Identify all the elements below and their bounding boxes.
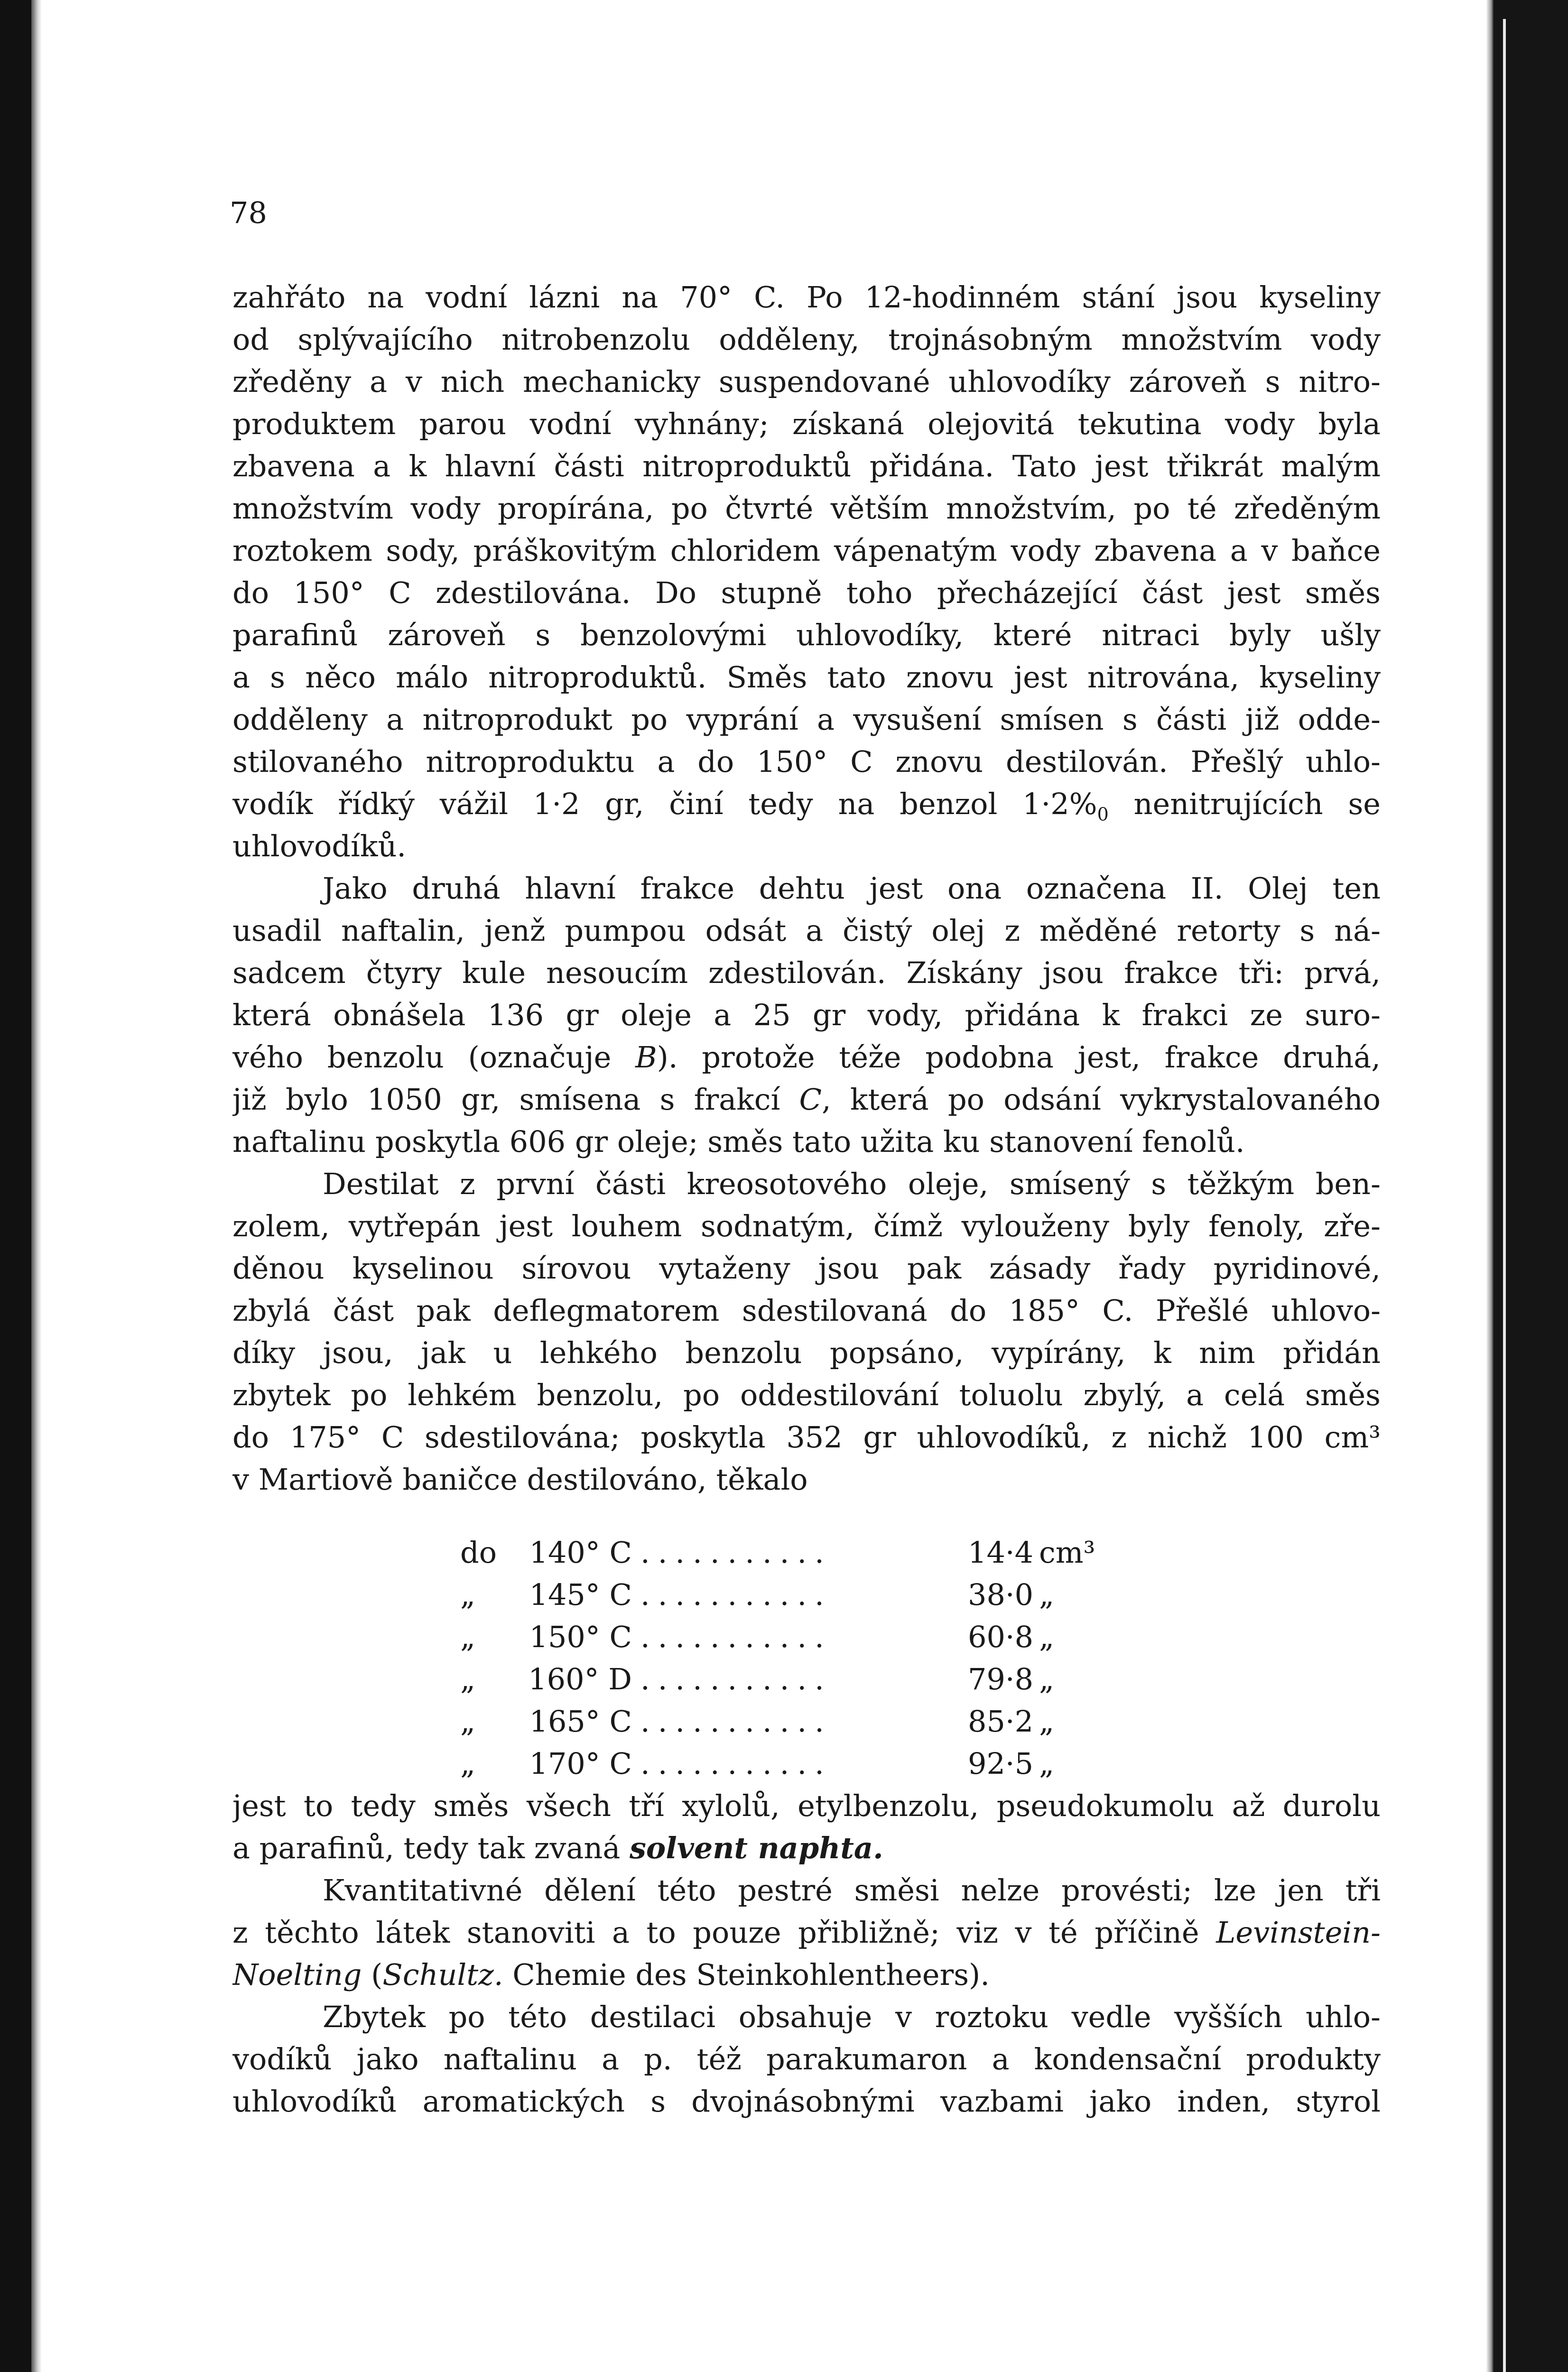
line-text: a parafinů, tedy tak zvaná [232, 1831, 621, 1865]
row-temperature: 150° C [529, 1620, 632, 1654]
row-value: 38·0 [968, 1577, 1034, 1612]
paragraph-line [232, 1036, 1381, 1078]
paragraph-line: zolem, vytřepán jest louhem sodnatým, čímž vylouženy byly fenoly, zře- [232, 1209, 1381, 1243]
row-value: 60·8 [968, 1620, 1034, 1654]
row-value: 79·8 [968, 1662, 1034, 1696]
row-unit: „ [1039, 1620, 1055, 1654]
row-leader-dots: ........... [640, 1662, 832, 1696]
paragraph-line: stilovaného nitroproduktu a do 150° C znovu destilován. Přešlý uhlo- [232, 744, 1381, 779]
paragraph-line: v Martiově baničce destilováno, těkalo [232, 1462, 808, 1497]
paragraph-line: Zbytek po této destilaci obsahuje v roztoku vedle vyšších uhlo- [323, 2000, 1381, 2034]
paragraph-line [232, 1827, 1381, 1869]
table-row [460, 1742, 1172, 1785]
paragraph-line: uhlovodíků aromatických s dvojnásobnými vazbami jako inden, styrol [232, 2084, 1381, 2119]
paragraph-line: uhlovodíků. [232, 829, 407, 863]
italic-author: Levinstein- [1216, 1915, 1381, 1950]
paragraph-line: do 150° C zdestilována. Do stupně toho přecházející část jest směs [232, 575, 1381, 610]
binding-gradient-left [31, 0, 42, 2372]
line-text: již bylo 1050 gr, smísena s frakcí [232, 1082, 780, 1117]
row-leader-dots: ........... [640, 1535, 832, 1570]
paragraph-line: děnou kyselinou sírovou vytaženy jsou pak zásady řady pyridinové, [232, 1251, 1381, 1286]
row-value: 14·4 [968, 1535, 1034, 1570]
paragraph-line [232, 1078, 1381, 1121]
row-unit: „ [1039, 1577, 1055, 1612]
line-text-tail: Chemie des Steinkohlentheers). [503, 1957, 990, 1992]
table-row [460, 1700, 1172, 1742]
page-edge-gradient-right [1486, 0, 1494, 2372]
paragraph-line: zahřáto na vodní lázni na 70° C. Po 12-hodinném stání jsou kyseliny [232, 280, 1381, 315]
paragraph-line: vodíků jako naftalinu a p. též parakumaron a kondensační produkty [232, 2042, 1381, 2076]
table-row [460, 1616, 1172, 1658]
paragraph-line: jest to tedy směs všech tří xylolů, etylbenzolu, pseudokumolu až durolu [232, 1788, 1381, 1823]
paragraph-line [232, 1911, 1381, 1954]
row-leader-dots: ........... [640, 1620, 832, 1654]
paragraph-line: zbylá část pak deflegmatorem sdestilovaná do 185° C. Přešlé uhlovo- [232, 1293, 1381, 1328]
line-text: ( [362, 1957, 383, 1992]
paragraph-line: do 175° C sdestilována; poskytla 352 gr uhlovodíků, z nichž 100 cm³ [232, 1420, 1381, 1455]
row-unit: „ [1039, 1662, 1055, 1696]
paragraph-line: usadil naftalin, jenž pumpou odsát a čistý olej z měděné retorty s ná- [232, 913, 1381, 948]
row-unit: cm³ [1039, 1535, 1095, 1570]
italic-ref: B [635, 1040, 657, 1075]
row-prefix: „ [460, 1620, 476, 1654]
row-leader-dots: ........... [640, 1704, 832, 1739]
paragraph-line: od splývajícího nitrobenzolu odděleny, trojnásobným množstvím vody [232, 322, 1381, 357]
row-prefix: „ [460, 1662, 476, 1696]
percent-subscript: 0 [1097, 804, 1109, 825]
paragraph-line: Kvantitativné dělení této pestré směsi nelze provésti; lze jen tři [323, 1873, 1381, 1908]
paragraph-line: roztokem sody, práškovitým chloridem vápenatým vody zbavena a v baňce [232, 533, 1381, 568]
paragraph-line: množstvím vody propírána, po čtvrté větším množstvím, po té zředěným [232, 491, 1381, 526]
paragraph-line: parafinů zároveň s benzolovými uhlovodíky, které nitraci byly ušly [232, 618, 1381, 652]
distillation-table [460, 1531, 1172, 1785]
paragraph-line: produktem parou vodní vyhnány; získaná olejovitá tekutina vody byla [232, 407, 1381, 441]
paragraph-line: zbavena a k hlavní části nitroproduktů přidána. Tato jest třikrát malým [232, 449, 1381, 483]
row-unit: „ [1039, 1746, 1055, 1781]
italic-author: Noelting [232, 1957, 362, 1992]
paragraph-line: naftalinu poskytla 606 gr oleje; směs tato užita ku stanovení fenolů. [232, 1124, 1245, 1159]
paragraph-line: zředěny a v nich mechanicky suspendované uhlovodíky zároveň s nitro- [232, 364, 1381, 399]
paragraph-line: Destilat z první části kreosotového oleje, smísený s těžkým ben- [323, 1167, 1381, 1201]
table-row [460, 1574, 1172, 1616]
scan-edge-line [1503, 19, 1506, 2372]
line-text-tail: , která po odsání vykrystalovaného [822, 1082, 1381, 1117]
row-unit: „ [1039, 1704, 1055, 1739]
line-text: z těchto látek stanoviti a to pouze přibližně; viz v té příčině [232, 1915, 1199, 1950]
paragraph-line: a s něco málo nitroproduktů. Směs tato znovu jest nitrována, kyseliny [232, 660, 1381, 695]
row-prefix: „ [460, 1577, 476, 1612]
row-prefix: „ [460, 1746, 476, 1781]
italic-term: solvent naphta. [630, 1831, 883, 1865]
row-temperature: 160° D [528, 1662, 632, 1696]
paragraph-line: zbytek po lehkém benzolu, po oddestilování toluolu zbylý, a celá směs [232, 1378, 1381, 1412]
row-value: 85·2 [968, 1704, 1034, 1739]
line-text-tail: nenitrujících se [1133, 787, 1381, 821]
binding-shadow-left [0, 0, 31, 2372]
row-temperature: 140° C [529, 1535, 632, 1570]
italic-ref: C [799, 1082, 822, 1117]
paragraph-line: díky jsou, jak u lehkého benzolu popsáno, vypírány, k nim přidán [232, 1335, 1381, 1370]
row-prefix: do [460, 1535, 497, 1570]
paragraph-line: odděleny a nitroprodukt po vyprání a vysušení smísen s části již odde- [232, 702, 1381, 737]
row-value: 92·5 [968, 1746, 1034, 1781]
table-row [460, 1658, 1172, 1700]
row-temperature: 145° C [529, 1577, 632, 1612]
body-text-upper [232, 276, 1381, 1501]
line-text-tail: ). protože téže podobna jest, frakce druhá, [657, 1040, 1381, 1075]
body-text-lower [232, 1785, 1381, 2122]
row-leader-dots: ........... [640, 1746, 832, 1781]
row-temperature: 165° C [529, 1704, 632, 1739]
paragraph-line: Jako druhá hlavní frakce dehtu jest ona označena II. Olej ten [323, 871, 1381, 906]
line-text: vodík řídký vážil 1·2 gr, činí tedy na benzol 1·2% [232, 787, 1097, 821]
italic-author: Schultz. [382, 1957, 503, 1992]
paragraph-line [232, 783, 1381, 825]
row-leader-dots: ........... [640, 1577, 832, 1612]
table-row [460, 1531, 1172, 1574]
paragraph-line: sadcem čtyry kule nesoucím zdestilován. Získány jsou frakce tři: prvá, [232, 955, 1381, 990]
paragraph-line [232, 1954, 1381, 1996]
row-prefix: „ [460, 1704, 476, 1739]
row-temperature: 170° C [529, 1746, 632, 1781]
line-text: vého benzolu (označuje [232, 1040, 612, 1075]
paragraph-line: která obnášela 136 gr oleje a 25 gr vody, přidána k frakci ze suro- [232, 998, 1381, 1032]
page-number: 78 [230, 195, 267, 230]
